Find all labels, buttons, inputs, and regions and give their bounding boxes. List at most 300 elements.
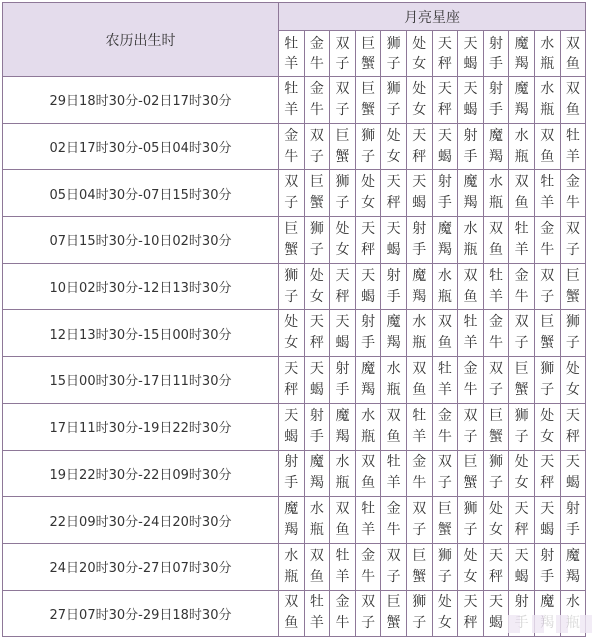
moon-sign-cell — [355, 123, 381, 170]
moon-sign-cell — [355, 310, 381, 357]
moon-sign-cell — [304, 357, 330, 404]
moon-sign-cell — [458, 170, 484, 217]
sign-char: 双 — [309, 127, 324, 144]
moon-sign-cell — [509, 263, 535, 310]
sign-char: 金 — [309, 35, 324, 52]
moon-sign-cell — [534, 497, 560, 544]
sign-header-cell — [279, 31, 305, 77]
sign-char: 女 — [386, 148, 401, 165]
sign-char: 鱼 — [309, 568, 324, 585]
sign-char: 金 — [565, 174, 580, 191]
sign-char: 狮 — [335, 174, 350, 191]
sign-char: 水 — [361, 407, 376, 424]
moon-sign-cell — [432, 263, 458, 310]
sign-char: 金 — [284, 127, 299, 144]
sign-char: 秤 — [309, 335, 324, 352]
sign-char: 女 — [309, 288, 324, 305]
birth-time-header: 农历出生时 — [3, 3, 279, 77]
sign-char: 瓶 — [514, 148, 529, 165]
moon-sign-cell — [330, 403, 356, 450]
sign-char: 双 — [489, 360, 504, 377]
sign-char: 双 — [335, 80, 350, 97]
sign-char: 羊 — [309, 615, 324, 632]
moon-sign-cell — [406, 77, 432, 124]
sign-char: 鱼 — [463, 288, 478, 305]
sign-char: 女 — [284, 335, 299, 352]
moon-sign-cell — [509, 450, 535, 497]
sign-char: 双 — [284, 174, 299, 191]
sign-char: 羊 — [540, 195, 555, 212]
sign-char: 魔 — [309, 454, 324, 471]
sign-char: 子 — [463, 522, 478, 539]
sign-char: 女 — [437, 615, 452, 632]
moon-sign-cell — [509, 357, 535, 404]
sign-char: 牛 — [361, 568, 376, 585]
sign-char: 子 — [309, 241, 324, 258]
sign-char: 射 — [284, 454, 299, 471]
watermark-stripe — [508, 615, 604, 633]
sign-char: 秤 — [540, 475, 555, 492]
birth-time-range: 24日20时30分-27日07时30分 — [3, 543, 279, 590]
sign-char: 手 — [412, 241, 427, 258]
sign-char: 秤 — [463, 615, 478, 632]
sign-char: 瓶 — [386, 381, 401, 398]
moon-sign-cell — [381, 590, 407, 637]
sign-char: 金 — [386, 501, 401, 518]
sign-char: 双 — [489, 220, 504, 237]
sign-char: 牛 — [489, 335, 504, 352]
moon-sign-cell — [483, 77, 509, 124]
sign-char: 双 — [361, 594, 376, 611]
sign-char: 牡 — [463, 314, 478, 331]
sign-char: 子 — [565, 335, 580, 352]
moon-sign-cell — [458, 217, 484, 264]
moon-sign-cell — [483, 263, 509, 310]
sign-char: 处 — [463, 547, 478, 564]
sign-char: 牡 — [565, 127, 580, 144]
sign-char: 瓶 — [309, 522, 324, 539]
sign-char: 处 — [309, 267, 324, 284]
sign-char: 水 — [565, 594, 580, 611]
sign-char: 蝎 — [284, 428, 299, 445]
moon-sign-cell — [509, 217, 535, 264]
sign-char: 女 — [489, 522, 504, 539]
sign-char: 子 — [463, 428, 478, 445]
moon-sign-cell — [279, 217, 305, 264]
sign-char: 蝎 — [361, 288, 376, 305]
sign-char: 狮 — [386, 35, 401, 52]
moon-sign-table — [2, 2, 586, 637]
sign-char: 天 — [514, 501, 529, 518]
moon-sign-cell — [355, 450, 381, 497]
table-row — [3, 590, 586, 637]
sign-char: 瓶 — [489, 195, 504, 212]
sign-header-cell — [458, 31, 484, 77]
sign-char: 蟹 — [361, 101, 376, 118]
moon-sign-cell — [432, 170, 458, 217]
moon-sign-cell — [458, 357, 484, 404]
sign-char: 魔 — [361, 360, 376, 377]
sign-char: 天 — [309, 360, 324, 377]
birth-time-range: 12日13时30分-15日00时30分 — [3, 310, 279, 357]
moon-sign-cell — [355, 170, 381, 217]
sign-char: 牡 — [437, 360, 452, 377]
sign-char: 蝎 — [489, 615, 504, 632]
sign-char: 天 — [361, 267, 376, 284]
sign-char: 双 — [437, 314, 452, 331]
sign-char: 天 — [565, 407, 580, 424]
sign-char: 魔 — [565, 547, 580, 564]
moon-sign-cell — [458, 310, 484, 357]
moon-sign-cell — [483, 450, 509, 497]
sign-char: 狮 — [463, 501, 478, 518]
moon-sign-cell — [458, 403, 484, 450]
table-row — [3, 123, 586, 170]
sign-char: 魔 — [514, 80, 529, 97]
moon-sign-cell — [509, 77, 535, 124]
sign-char: 射 — [463, 127, 478, 144]
moon-sign-cell — [406, 590, 432, 637]
moon-sign-cell — [304, 77, 330, 124]
moon-sign-cell — [355, 77, 381, 124]
table-row — [3, 497, 586, 544]
sign-char: 羯 — [565, 568, 580, 585]
sign-char: 牡 — [335, 547, 350, 564]
sign-char: 天 — [437, 80, 452, 97]
sign-char: 羊 — [386, 475, 401, 492]
sign-char: 鱼 — [335, 522, 350, 539]
sign-char: 魔 — [335, 407, 350, 424]
sign-char: 蟹 — [386, 615, 401, 632]
sign-char: 秤 — [437, 101, 452, 118]
sign-char: 巨 — [514, 360, 529, 377]
moon-sign-cell — [355, 357, 381, 404]
moon-sign-cell — [406, 310, 432, 357]
sign-char: 蝎 — [463, 55, 478, 72]
moon-sign-cell — [509, 170, 535, 217]
sign-header-cell — [406, 31, 432, 77]
sign-char: 子 — [412, 615, 427, 632]
sign-char: 处 — [361, 174, 376, 191]
sign-char: 牛 — [412, 475, 427, 492]
sign-char: 金 — [463, 360, 478, 377]
sign-char: 羯 — [309, 475, 324, 492]
sign-char: 金 — [437, 407, 452, 424]
moon-sign-cell — [406, 497, 432, 544]
sign-char: 子 — [335, 101, 350, 118]
sign-char: 天 — [565, 454, 580, 471]
moon-sign-cell — [279, 543, 305, 590]
moon-sign-cell — [406, 170, 432, 217]
sign-char: 巨 — [284, 220, 299, 237]
moon-sign-cell — [560, 263, 586, 310]
sign-char: 巨 — [565, 267, 580, 284]
sign-char: 秤 — [514, 522, 529, 539]
moon-sign-cell — [458, 77, 484, 124]
sign-char: 羯 — [514, 55, 529, 72]
sign-char: 巨 — [309, 174, 324, 191]
sign-char: 鱼 — [489, 241, 504, 258]
sign-char: 子 — [489, 381, 504, 398]
sign-char: 女 — [463, 568, 478, 585]
birth-time-range: 05日04时30分-07日15时30分 — [3, 170, 279, 217]
sign-char: 牛 — [437, 428, 452, 445]
sign-char: 子 — [489, 475, 504, 492]
sign-char: 鱼 — [565, 101, 580, 118]
sign-char: 巨 — [463, 454, 478, 471]
moon-sign-cell — [483, 357, 509, 404]
moon-sign-cell — [483, 403, 509, 450]
sign-char: 羯 — [514, 101, 529, 118]
birth-time-range: 10日02时30分-12日13时30分 — [3, 263, 279, 310]
moon-sign-cell — [560, 497, 586, 544]
moon-sign-cell — [304, 450, 330, 497]
moon-sign-cell — [279, 310, 305, 357]
birth-time-range: 22日09时30分-24日20时30分 — [3, 497, 279, 544]
sign-char: 魔 — [489, 127, 504, 144]
sign-char: 巨 — [489, 407, 504, 424]
sign-char: 双 — [565, 220, 580, 237]
moon-sign-cell — [355, 263, 381, 310]
moon-sign-cell — [330, 263, 356, 310]
moon-sign-cell — [381, 263, 407, 310]
sign-char: 狮 — [361, 127, 376, 144]
sign-char: 子 — [284, 195, 299, 212]
sign-char: 天 — [437, 127, 452, 144]
table-body — [3, 77, 586, 637]
moon-sign-cell — [355, 497, 381, 544]
sign-char: 巨 — [437, 501, 452, 518]
sign-char: 天 — [412, 127, 427, 144]
sign-char: 羯 — [412, 288, 427, 305]
sign-char: 牛 — [309, 55, 324, 72]
sign-char: 羊 — [489, 288, 504, 305]
sign-char: 子 — [309, 148, 324, 165]
table-row — [3, 77, 586, 124]
sign-char: 双 — [386, 547, 401, 564]
moon-sign-header: 月亮星座 — [279, 3, 586, 31]
sign-char: 女 — [514, 475, 529, 492]
sign-char: 牛 — [463, 381, 478, 398]
sign-header-cell — [432, 31, 458, 77]
moon-sign-cell — [279, 590, 305, 637]
moon-sign-cell — [432, 77, 458, 124]
moon-sign-cell — [330, 217, 356, 264]
sign-char: 手 — [565, 522, 580, 539]
sign-char: 子 — [284, 288, 299, 305]
moon-sign-cell — [432, 450, 458, 497]
sign-char: 牡 — [284, 80, 299, 97]
sign-char: 手 — [361, 335, 376, 352]
moon-sign-cell — [330, 170, 356, 217]
sign-char: 双 — [514, 314, 529, 331]
moon-sign-cell — [560, 217, 586, 264]
sign-char: 蟹 — [284, 241, 299, 258]
sign-char: 魔 — [514, 35, 529, 52]
moon-sign-cell — [432, 357, 458, 404]
moon-sign-cell — [381, 170, 407, 217]
sign-char: 水 — [514, 127, 529, 144]
moon-sign-cell — [330, 357, 356, 404]
sign-char: 羊 — [412, 428, 427, 445]
sign-char: 狮 — [565, 314, 580, 331]
sign-char: 蟹 — [335, 148, 350, 165]
sign-char: 射 — [565, 501, 580, 518]
moon-sign-cell — [483, 543, 509, 590]
sign-char: 手 — [540, 568, 555, 585]
sign-char: 处 — [284, 314, 299, 331]
sign-char: 蝎 — [540, 522, 555, 539]
sign-char: 天 — [386, 174, 401, 191]
sign-char: 蝎 — [386, 241, 401, 258]
sign-char: 射 — [335, 360, 350, 377]
moon-sign-cell — [279, 263, 305, 310]
sign-char: 双 — [412, 501, 427, 518]
sign-char: 天 — [284, 360, 299, 377]
sign-char: 水 — [540, 80, 555, 97]
sign-char: 双 — [565, 35, 580, 52]
moon-sign-cell — [534, 403, 560, 450]
sign-char: 水 — [412, 314, 427, 331]
sign-char: 天 — [437, 35, 452, 52]
sign-char: 羯 — [489, 148, 504, 165]
sign-char: 瓶 — [540, 55, 555, 72]
sign-char: 手 — [437, 195, 452, 212]
sign-char: 牡 — [386, 454, 401, 471]
moon-sign-cell — [432, 403, 458, 450]
sign-char: 魔 — [386, 314, 401, 331]
sign-char: 蟹 — [565, 288, 580, 305]
moon-sign-cell — [458, 263, 484, 310]
sign-char: 蟹 — [489, 428, 504, 445]
moon-sign-cell — [304, 403, 330, 450]
sign-char: 手 — [309, 428, 324, 445]
sign-char: 金 — [514, 267, 529, 284]
sign-char: 牡 — [361, 501, 376, 518]
moon-sign-cell — [534, 310, 560, 357]
sign-char: 羊 — [284, 55, 299, 72]
moon-sign-cell — [381, 123, 407, 170]
moon-sign-cell — [534, 450, 560, 497]
sign-char: 子 — [386, 55, 401, 72]
sign-char: 天 — [489, 594, 504, 611]
sign-char: 子 — [335, 55, 350, 72]
moon-sign-cell — [534, 77, 560, 124]
sign-header-cell — [330, 31, 356, 77]
sign-char: 天 — [540, 501, 555, 518]
sign-char: 牛 — [284, 148, 299, 165]
sign-char: 蝎 — [437, 148, 452, 165]
table-row — [3, 217, 586, 264]
moon-sign-cell — [304, 263, 330, 310]
sign-char: 瓶 — [437, 288, 452, 305]
birth-time-range: 15日00时30分-17日11时30分 — [3, 357, 279, 404]
sign-char: 蟹 — [309, 195, 324, 212]
moon-sign-cell — [279, 497, 305, 544]
moon-sign-cell — [458, 450, 484, 497]
sign-char: 牡 — [284, 35, 299, 52]
moon-sign-cell — [406, 403, 432, 450]
moon-sign-cell — [458, 543, 484, 590]
sign-char: 牛 — [386, 522, 401, 539]
sign-char: 水 — [540, 35, 555, 52]
sign-char: 狮 — [514, 407, 529, 424]
sign-char: 秤 — [565, 428, 580, 445]
sign-char: 羊 — [463, 335, 478, 352]
sign-char: 巨 — [386, 594, 401, 611]
sign-char: 手 — [463, 148, 478, 165]
moon-sign-cell — [279, 357, 305, 404]
sign-char: 子 — [514, 335, 529, 352]
sign-char: 牡 — [514, 220, 529, 237]
moon-sign-cell — [406, 450, 432, 497]
moon-sign-cell — [330, 123, 356, 170]
moon-sign-cell — [458, 123, 484, 170]
sign-char: 女 — [335, 241, 350, 258]
sign-char: 处 — [514, 454, 529, 471]
moon-sign-cell — [534, 170, 560, 217]
sign-char: 天 — [284, 407, 299, 424]
sign-header-cell — [509, 31, 535, 77]
sign-char: 羊 — [361, 522, 376, 539]
moon-sign-cell — [432, 310, 458, 357]
sign-char: 巨 — [540, 314, 555, 331]
sign-char: 双 — [309, 547, 324, 564]
sign-char: 射 — [361, 314, 376, 331]
sign-char: 双 — [335, 35, 350, 52]
sign-char: 水 — [489, 174, 504, 191]
sign-char: 手 — [284, 475, 299, 492]
table-row — [3, 310, 586, 357]
moon-sign-cell — [432, 590, 458, 637]
sign-char: 巨 — [412, 547, 427, 564]
sign-char: 子 — [437, 568, 452, 585]
sign-char: 魔 — [412, 267, 427, 284]
moon-sign-cell — [330, 497, 356, 544]
sign-char: 射 — [489, 80, 504, 97]
sign-char: 羯 — [386, 335, 401, 352]
sign-char: 射 — [309, 407, 324, 424]
sign-char: 瓶 — [463, 241, 478, 258]
sign-char: 双 — [514, 174, 529, 191]
moon-sign-cell — [509, 123, 535, 170]
sign-char: 瓶 — [284, 568, 299, 585]
sign-char: 处 — [335, 220, 350, 237]
sign-char: 子 — [386, 101, 401, 118]
sign-char: 羯 — [284, 522, 299, 539]
sign-char: 水 — [437, 267, 452, 284]
sign-char: 水 — [284, 547, 299, 564]
sign-char: 处 — [489, 501, 504, 518]
sign-char: 天 — [463, 80, 478, 97]
moon-sign-cell — [381, 217, 407, 264]
sign-char: 天 — [412, 174, 427, 191]
sign-char: 处 — [386, 127, 401, 144]
moon-sign-cell — [406, 217, 432, 264]
sign-char: 手 — [489, 55, 504, 72]
moon-sign-cell — [381, 543, 407, 590]
sign-char: 羯 — [361, 381, 376, 398]
sign-char: 牡 — [412, 407, 427, 424]
moon-sign-cell — [560, 450, 586, 497]
sign-char: 女 — [565, 381, 580, 398]
sign-char: 子 — [540, 288, 555, 305]
sign-char: 天 — [335, 314, 350, 331]
sign-char: 狮 — [489, 454, 504, 471]
moon-sign-cell — [279, 123, 305, 170]
sign-char: 双 — [335, 501, 350, 518]
sign-char: 蟹 — [361, 55, 376, 72]
